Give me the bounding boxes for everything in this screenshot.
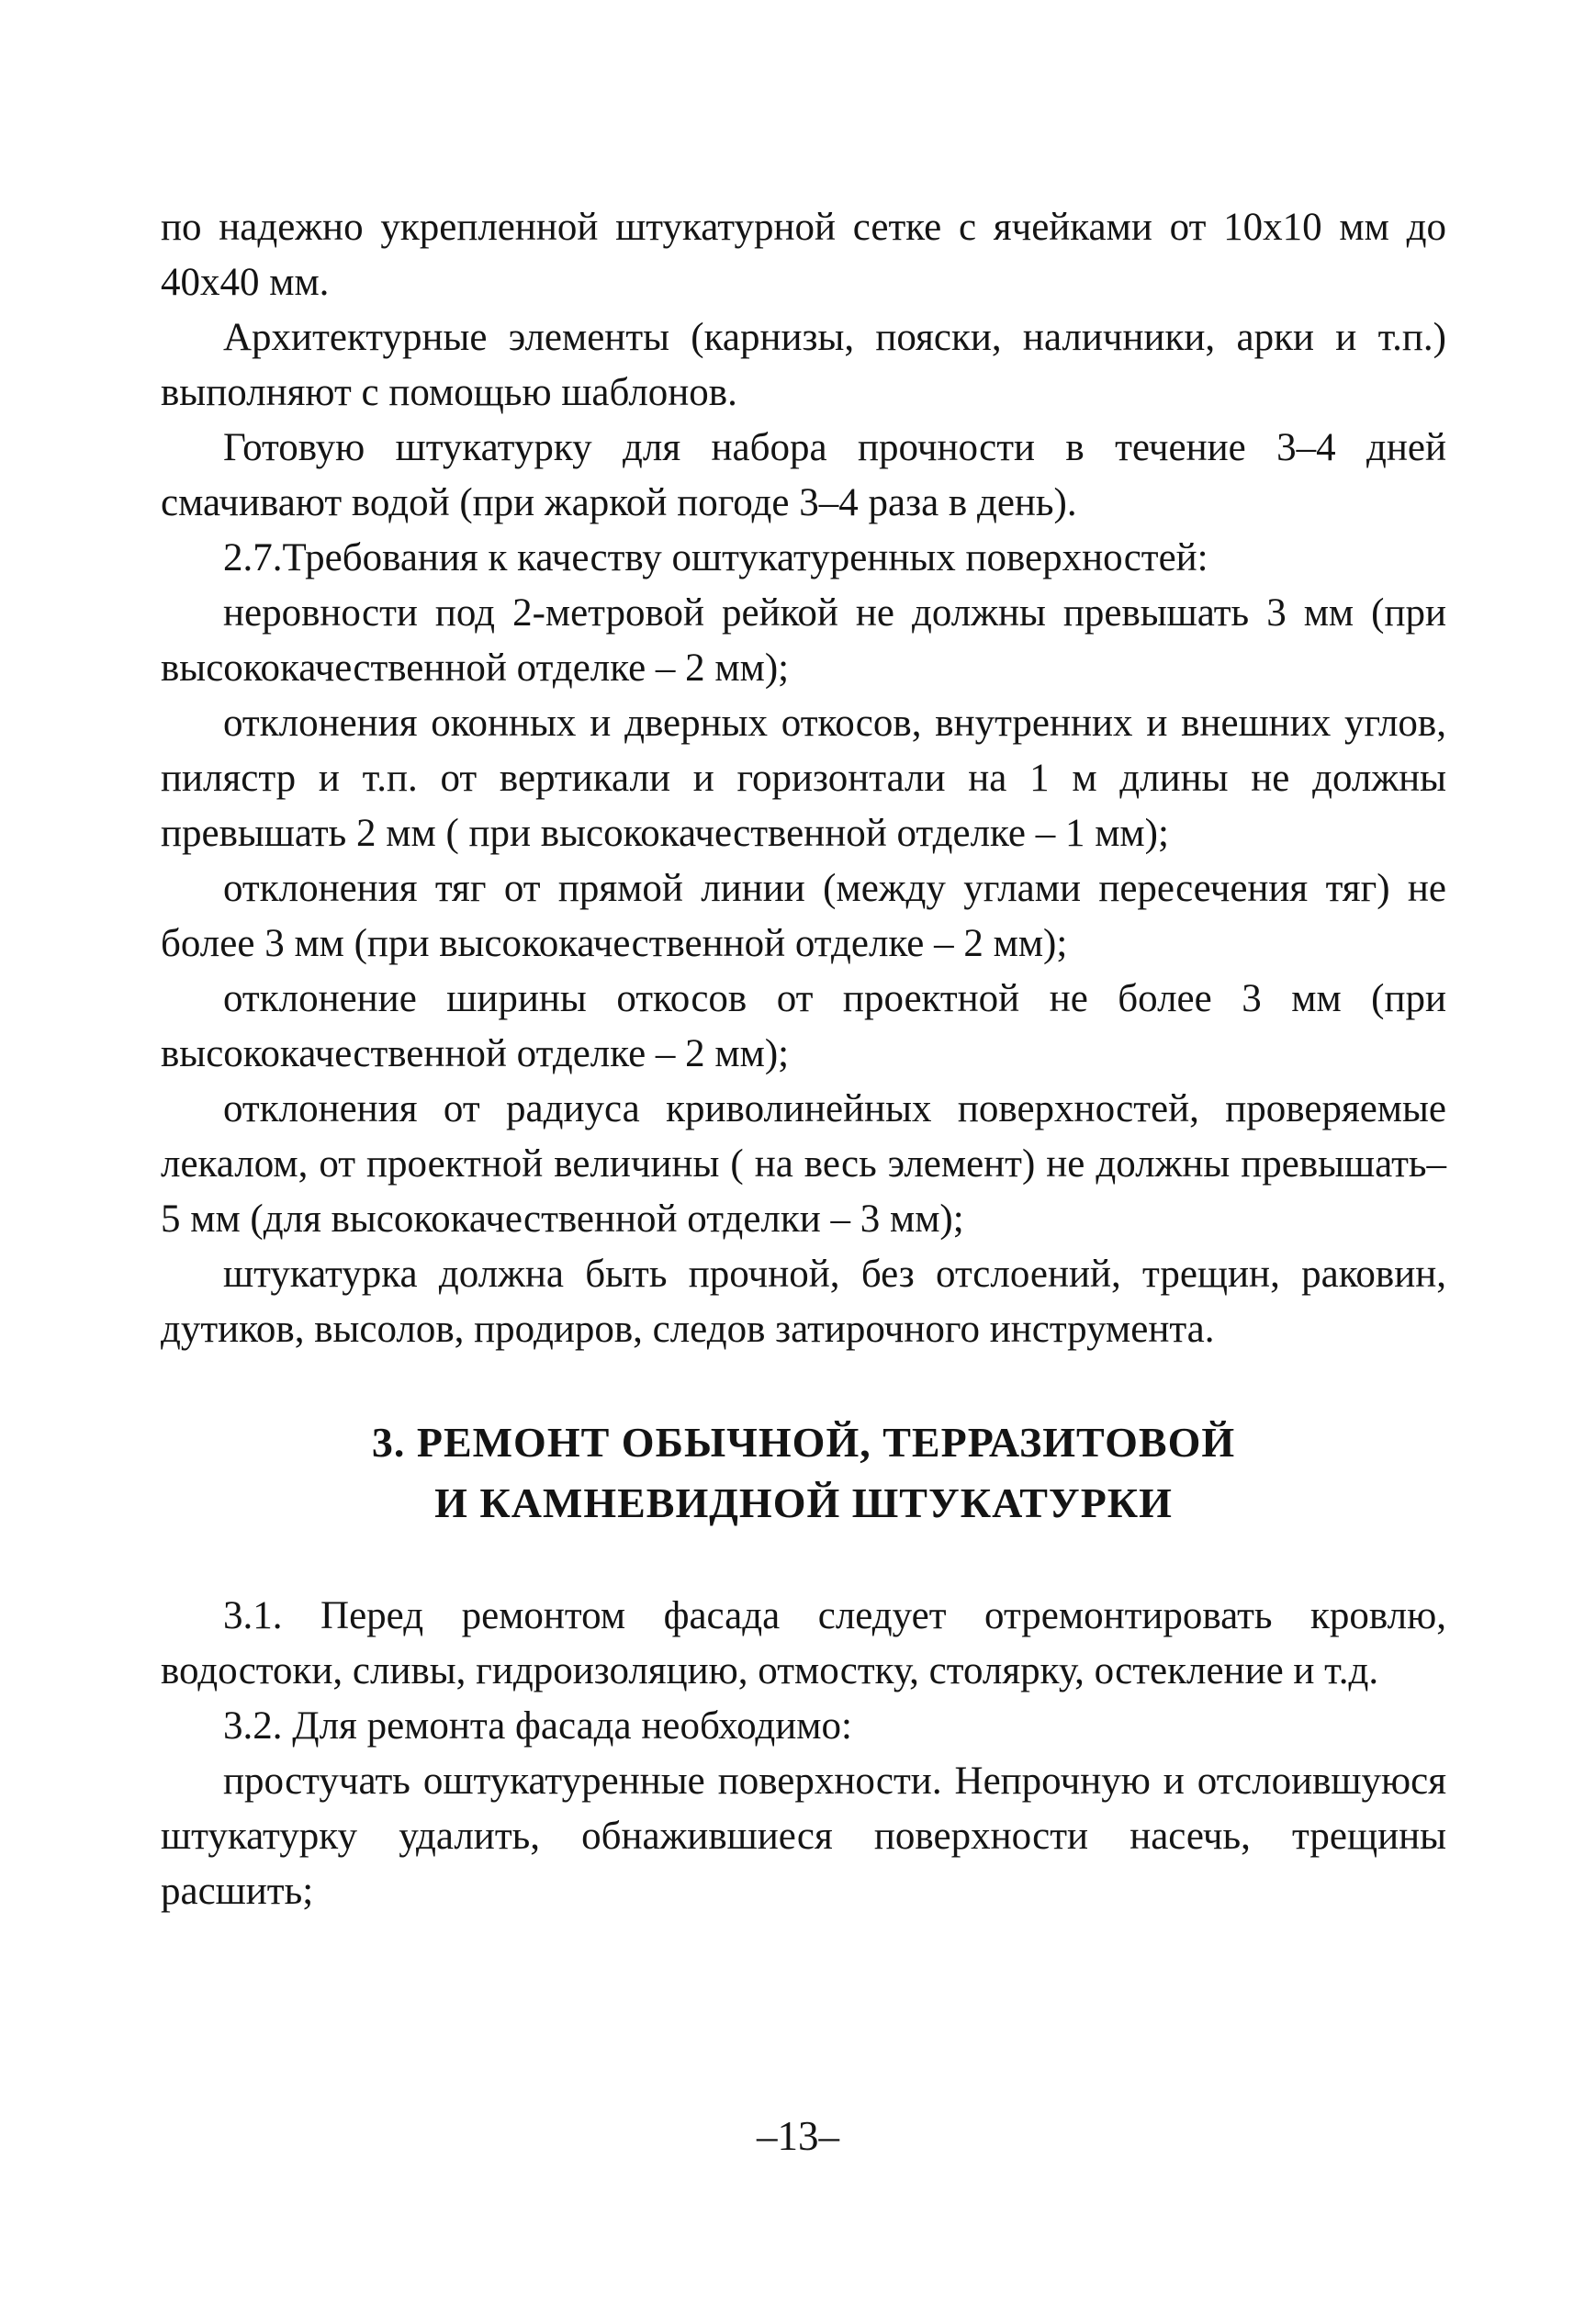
paragraph-tap-test: простучать оштукатуренные поверхности. Непрочную и отслоившуюся штукатурку удалить, обнажившиеся поверхности насечь, трещины расшить; (161, 1760, 1446, 1913)
paragraph-curing: Готовую штукатурку для набора прочности в течение 3–4 дней смачивают водой (при жаркой погоде 3–4 раза в день). (161, 426, 1446, 524)
paragraph-3-2: 3.2. Для ремонта фасада необходимо: (223, 1704, 852, 1748)
paragraph-mesh: по надежно укрепленной штукатурной сетке с ячейками от 10х10 мм до 40х40 мм. (161, 206, 1446, 304)
section-title (161, 1412, 1446, 1534)
paragraph-requirements-heading: 2.7.Требования к качеству оштукатуренных поверхностей: (223, 536, 1208, 579)
paragraph-strength: штукатурка должна быть прочной, без отслоений, трещин, раковин, дутиков, высолов, продиров, следов затирочного инструмента. (161, 1253, 1446, 1351)
paragraph-unevenness: неровности под 2-метровой рейкой не должны превышать 3 мм (при высококачественной отделке – 2 мм); (161, 591, 1446, 690)
paragraph-3-1: 3.1. Перед ремонтом фасада следует отремонтировать кровлю, водостоки, сливы, гидроизоляцию, отмостку, столярку, остекление и т.д. (161, 1594, 1446, 1692)
paragraph-architectural-elements: Архитектурные элементы (карнизы, пояски, наличники, арки и т.п.) выполняют с помощью шаблонов. (161, 316, 1446, 414)
section-title-line-2: И КАМНЕВИДНОЙ ШТУКАТУРКИ (434, 1479, 1173, 1526)
paragraph-deviations-slopes: отклонения оконных и дверных откосов, внутренних и внешних углов, пилястр и т.п. от вертикали и горизонтали на 1 м длины не должны превышать 2 мм ( при высококачественной отделке – 1 мм); (161, 702, 1446, 855)
paragraph-deviations-moldings: отклонения тяг от прямой линии (между углами пересечения тяг) не более 3 мм (при высококачественной отделке – 2 мм); (161, 867, 1446, 965)
page-number: –13– (757, 2113, 839, 2159)
document-page (161, 200, 1446, 1919)
paragraph-curvilinear: отклонения от радиуса криволинейных поверхностей, проверяемые лекалом, от проектной величины ( на весь элемент) не должны превышать– 5 мм (для высококачественной отделки – 3 мм); (161, 1087, 1446, 1241)
section-title-line-1: 3. РЕМОНТ ОБЫЧНОЙ, ТЕРРАЗИТОВОЙ (371, 1419, 1236, 1466)
paragraph-slope-width: отклонение ширины откосов от проектной не более 3 мм (при высококачественной отделке – 2 мм); (161, 977, 1446, 1075)
